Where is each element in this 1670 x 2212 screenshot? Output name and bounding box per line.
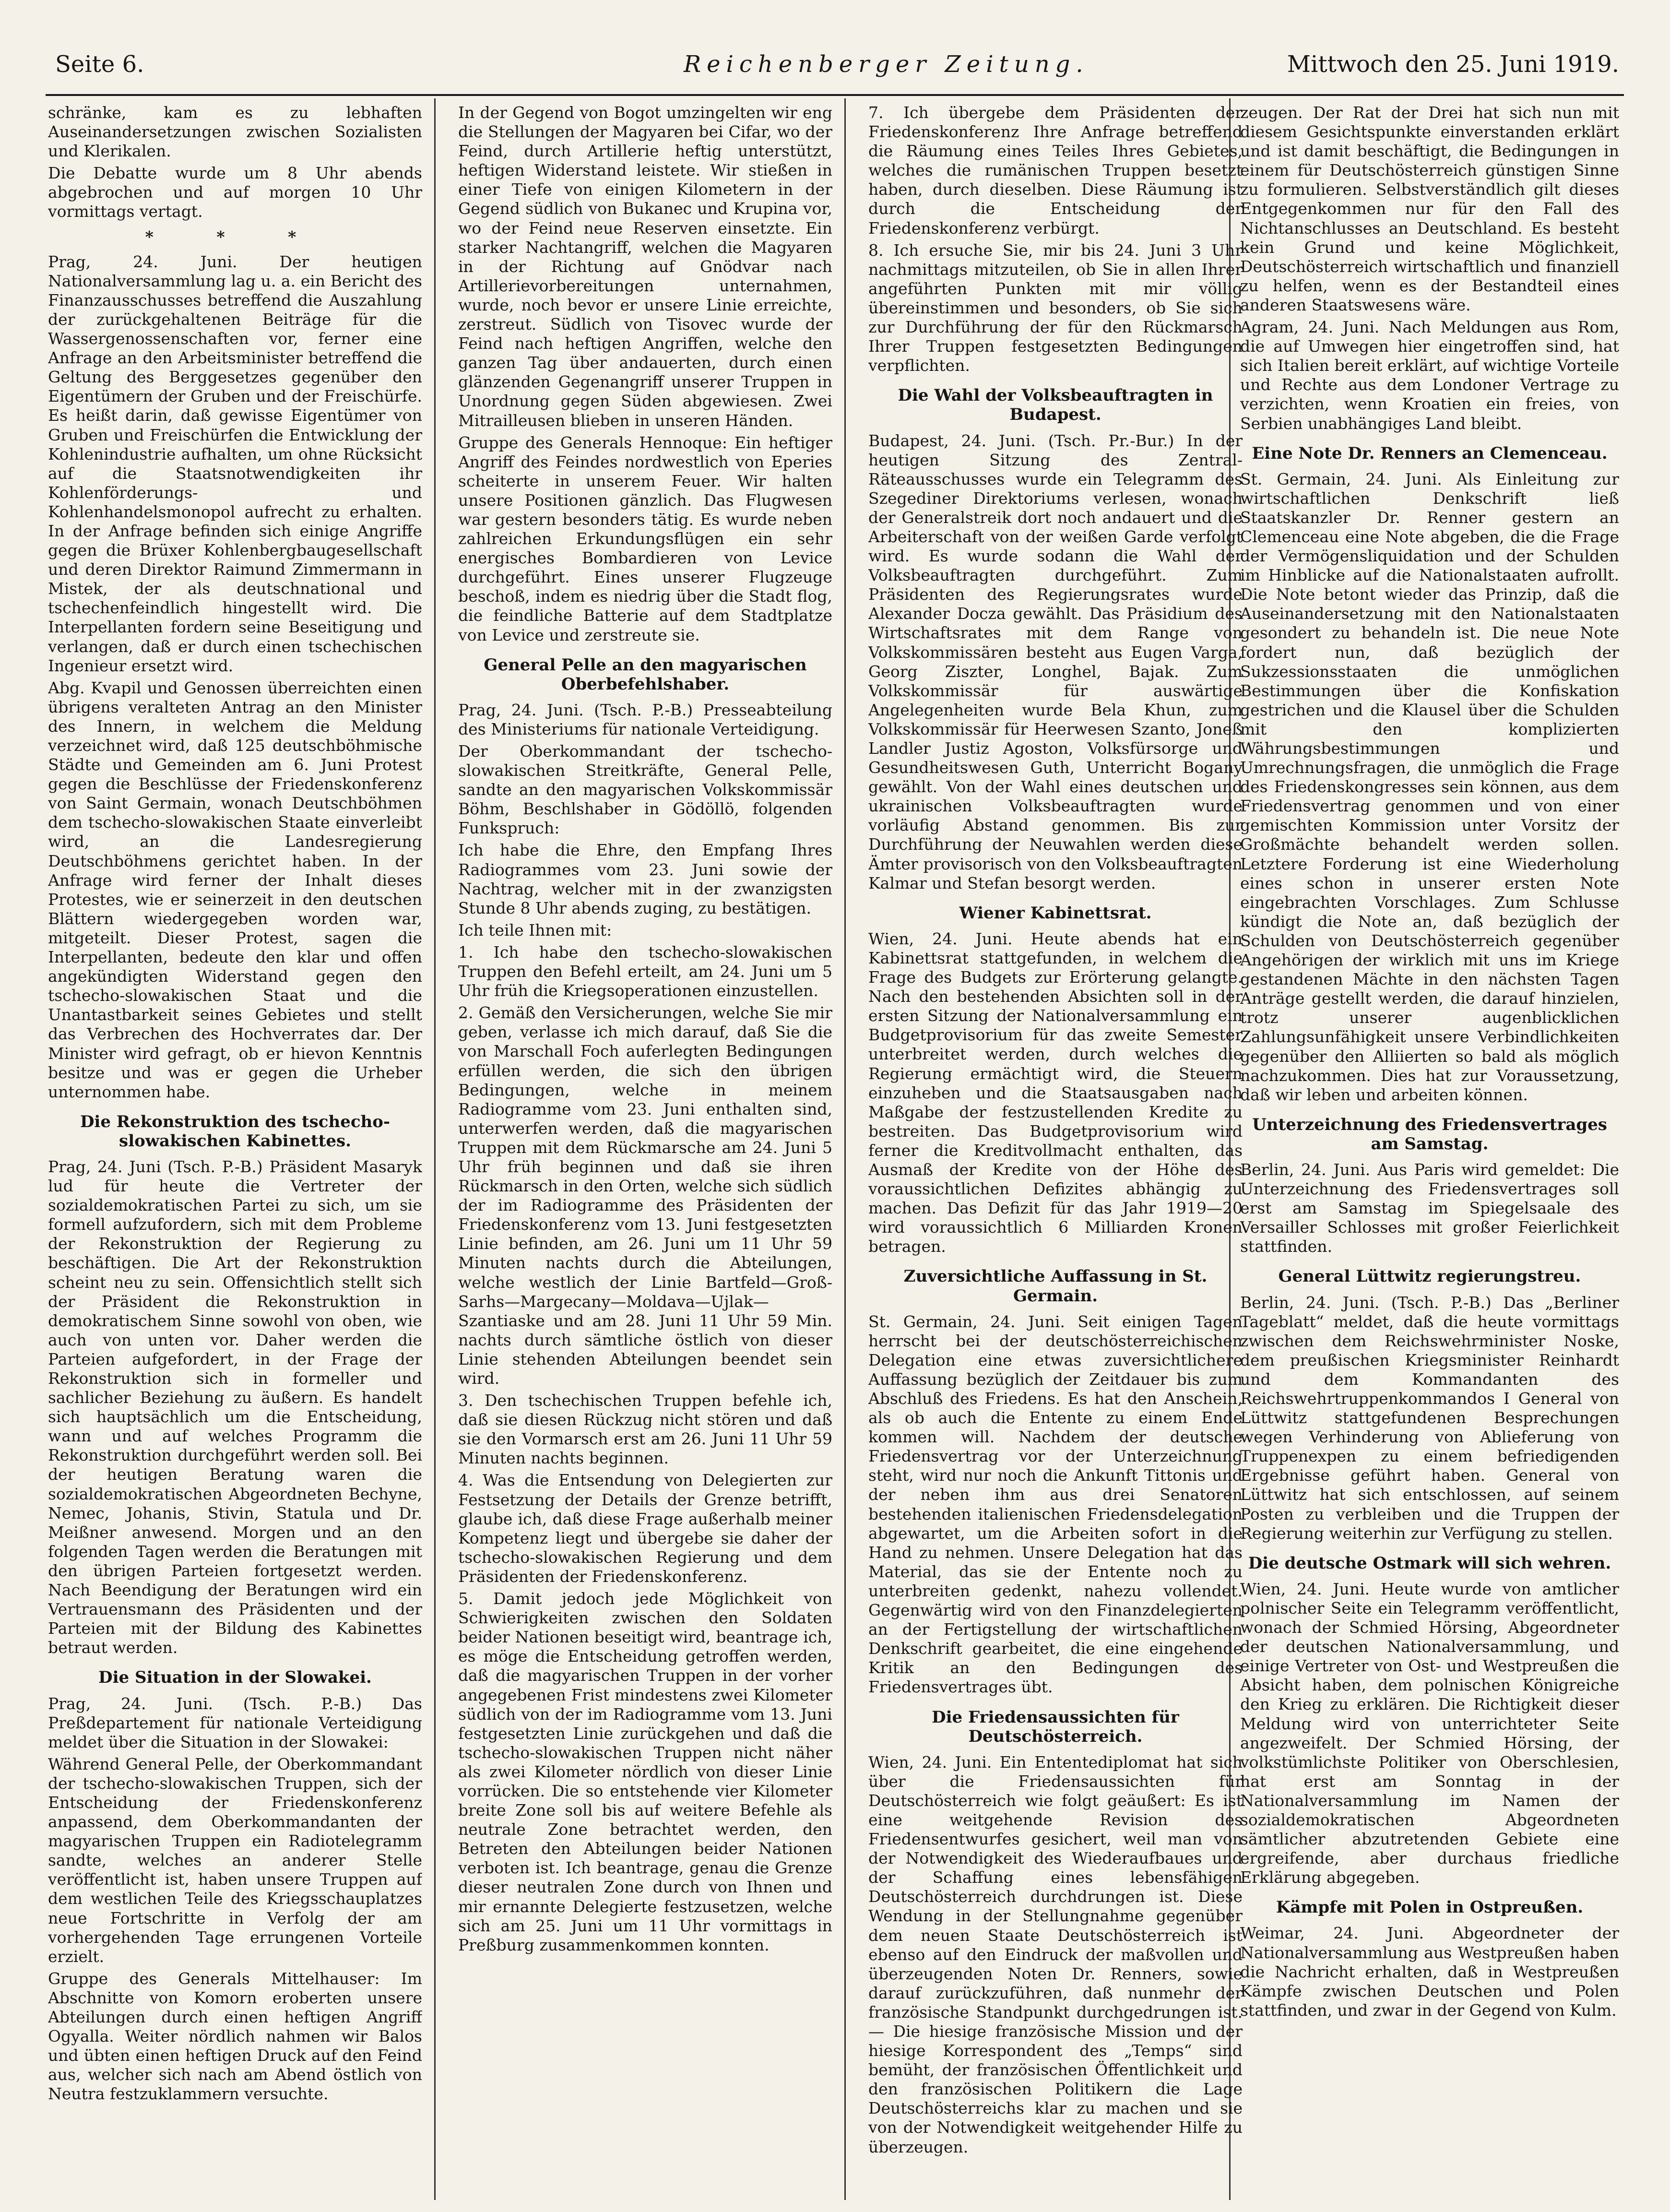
article-headline: Unterzeichnung des Friedensvertrages am Samstag. — [1252, 1115, 1607, 1154]
column-4 — [1240, 103, 1619, 2200]
article-paragraph: zeugen. Der Rat der Drei hat sich nun mit diesem Gesichtspunkte einverstanden erklärt und ist damit beschäftigt, die Bedingungen in einem für Deutschösterreich günstigen Sinne zu formulieren. Selbstverständlich gilt dieses Entgegenkommen nur für den Fall des Nichtanschlusses an Deutschland. Es besteht kein Grund und keine Möglichkeit, Deutschösterreich wirtschaftlich und finanziell zu helfen, wenn es der Bestandteil eines anderen Staatswesens wäre. — [1240, 103, 1619, 314]
article-paragraph: schränke, kam es zu lebhaften Auseinandersetzungen zwischen Sozialisten und Klerikalen. — [48, 103, 422, 161]
column-divider — [844, 98, 846, 2200]
article-paragraph: Abg. Kvapil und Genossen überreichten einen übrigens veralteten Antrag an den Minister des Innern, in welchem die Meldung verzeichnet wird, daß 125 deutschböhmische Städte und Gemeinden am 6. Juni Protest gegen die Beschlüsse der Friedenskonferenz von Saint Germain, wonach Deutschböhmen dem tschecho-slowakischen Staate einverleibt wird, an die Landesregierung Deutschböhmens gerichtet haben. In der Anfrage wird ferner der Inhalt dieses Protestes, wie er seinerzeit in den deutschen Blättern wiedergegeben worden war, mitgeteilt. Dieser Protest, sagen die Interpellanten, bedeute den klar und offen angekündigten Widerstand gegen den tschecho-slowakischen Staat und die Unantastbarkeit seines Gebietes und stellt das Verbrechen des Hochverrates dar. Der Minister wird gefragt, ob er hievon Kenntnis besitze und was er gegen die Urheber unternommen habe. — [48, 678, 422, 1101]
article-paragraph: Wien, 24. Juni. Heute abends hat ein Kabinettsrat stattgefunden, in welchem die Frage des Budgets zur Erörterung gelangte. Nach den bestehenden Absichten soll in der ersten Sitzung der Nationalversammlung ein Budgetprovisorium für das zweite Semester unterbreitet werden, durch welches die Regierung ermächtigt wird, die Steuern einzuheben und die Staatsausgaben nach Maßgabe der festzustellenden Kredite zu bestreiten. Das Budgetprovisorium wird ferner die Kreditvollmacht enthalten, das Ausmaß der Kredite von der Höhe des voraussichtlichen Defizites abhängig zu machen. Das Defizit für das Jahr 1919—20 wird voraussichtlich 6 Milliarden Kronen betragen. — [868, 929, 1243, 1256]
article-paragraph: 8. Ich ersuche Sie, mir bis 24. Juni 3 Uhr nachmittags mitzuteilen, ob Sie in allen Ihrer angeführten Punkten mit mir völlig übereinstimmen und besonders, ob Sie sich zur Durchführung der für den Rückmarsch Ihrer Truppen festgesetzten Bedingungen verpflichten. — [868, 240, 1243, 375]
column-2 — [458, 103, 832, 2200]
article-paragraph: Prag, 24. Juni. (Tsch. P.-B.) Presseabteilung des Ministeriums für nationale Verteidigung. — [458, 700, 832, 738]
masthead-rule — [46, 94, 1624, 96]
article-paragraph: St. Germain, 24. Juni. Als Einleitung zur wirtschaftlichen Denkschrift ließ Staatskanzler Dr. Renner gestern an Clemenceau eine Note abgeben, die die Frage der Vermögensliquidation und der Schulden im Hinblicke auf die Nationalstaaten aufrollt. Die Note betont wieder das Prinzip, daß die Auseinandersetzung mit den Nationalstaaten gesondert zu behandeln ist. Die neue Note fordert nun, daß bezüglich der Sukzessionsstaaten die unmöglichen Bestimmungen über die Konfiskation gestrichen und die Klausel über die Schulden mit den komplizierten Währungsbestimmungen und Umrechnungsfragen, die unmöglich die Frage des Friedenskongresses sein können, aus dem Friedensvertrag genommen und von einer gemischten Kommission unter Vorsitz der Großmächte behandelt werden sollen. Letztere Forderung ist eine Wiederholung eines schon in unserer ersten Note eingebrachten Vorschlages. Zum Schlusse kündigt die Note an, daß bezüglich der Schulden von Deutschösterreich gegenüber Angehörigen der wirklich mit uns im Kriege gestandenen Mächte in den nächsten Tagen Anträge gestellt werden, die darauf hinzielen, trotz unserer augenblicklichen Zahlungsunfähigkeit unsere Verbindlichkeiten gegenüber den Alliierten so bald als möglich nachzukommen. Dies hat zur Voraussetzung, daß wir leben und arbeiten können. — [1240, 469, 1619, 1104]
article-paragraph: Prag, 24. Juni. Der heutigen Nationalversammlung lag u. a. ein Bericht des Finanzausschusses betreffend die Auszahlung der zurückgehaltenen Beiträge für die Wassergenossenschaften vor, ferner eine Anfrage an den Arbeitsminister betreffend die Geltung des Berggesetzes gegenüber den Eigentümern der Gruben und der Freischürfe. Es heißt darin, daß gewisse Eigentümer von Gruben und Freischürfen die Entwicklung der Kohlenindustrie aufhalten, um ohne Rücksicht auf die Staatsnotwendigkeiten ihr Kohlenförderungs- und Kohlenhandelsmonopol aufrecht zu erhalten. In der Anfrage befinden sich einige Angriffe gegen die Brüxer Kohlenbergbaugesellschaft und deren Direktor Raimund Zimmermann in Mistek, der als deutschnational und tschechenfeindlich hingestellt wird. Die Interpellanten fordern seine Beseitigung und verlangen, daß er durch einen tschechischen Ingenieur ersetzt wird. — [48, 252, 422, 675]
article-paragraph: Der Oberkommandant der tschecho-slowakischen Streitkräfte, General Pelle, sandte an den magyarischen Volkskommissär Böhm, Beschlshaber in Gödöllö, folgenden Funkspruch: — [458, 742, 832, 838]
article-headline: Eine Note Dr. Renners an Clemenceau. — [1252, 443, 1608, 463]
article-headline: Wiener Kabinettsrat. — [959, 903, 1152, 923]
article-paragraph: 3. Den tschechischen Truppen befehle ich, daß sie diesen Rückzug nicht stören und daß sie den Vormarsch erst am 26. Juni 11 Uhr 59 Minuten nachts beginnen. — [458, 1391, 832, 1468]
article-paragraph: Berlin, 24. Juni. Aus Paris wird gemeldet: Die Unterzeichnung des Friedensvertrages soll erst am Samstag im Spiegelsaale des Versailler Schlosses mit großer Feierlichkeit stattfinden. — [1240, 1160, 1619, 1256]
issue-date: Mittwoch den 25. Juni 1919. — [1287, 51, 1619, 78]
column-1 — [48, 103, 422, 2200]
article-paragraph: Gruppe des Generals Hennoque: Ein heftiger Angriff des Feindes nordwestlich von Eperies scheiterte in unserem Feuer. Wir halten unsere Positionen gänzlich. Das Flugwesen war gestern besonders tätig. Es wurde neben zahlreichen Erkundungsflügen ein sehr energisches Bombardieren von Levice durchgeführt. Eines unserer Flugzeuge beschoß, indem es niedrig über die Stadt flog, die feindliche Batterie auf dem Stadtplatze von Levice und zerstreute sie. — [458, 433, 832, 644]
article-paragraph: Agram, 24. Juni. Nach Meldungen aus Rom, die auf Umwegen hier eingetroffen sind, hat sich Italien bereit erklärt, auf wichtige Vorteile und Rechte aus dem Londoner Vertrage zu verzichten, wenn Kroatien ein freies, von Serbien unabhängiges Land bleibt. — [1240, 318, 1619, 433]
article-paragraph: Prag, 24. Juni (Tsch. P.-B.) Präsident Masaryk lud für heute die Vertreter der sozialdemokratischen Partei zu sich, um sie formell aufzufordern, sich mit dem Probleme der Rekonstruktion der Regierung zu beschäftigen. Die Art der Rekonstruktion scheint neu zu sein. Offensichtlich stellt sich der Präsident die Rekonstruktion in demokratischem Sinne sowohl von oben, wie auch von unten vor. Daher werden die Parteien aufgefordert, in der Frage der Rekonstruktion sich in formeller und sachlicher Beziehung zu äußern. Es handelt sich hauptsächlich um die Entscheidung, wann und auf welches Programm die Rekonstruktion durchgeführt werden soll. Bei der heutigen Beratung waren die sozialdemokratischen Abgeordneten Bechyne, Nemec, Johanis, Stivin, Statula und Dr. Meißner anwesend. Morgen und an den folgenden Tagen werden die Beratungen mit den übrigen Parteien fortgesetzt werden. Nach Beendigung der Beratungen wird ein Vertrauensmann des Präsidenten und der Parteien mit der Bildung des Kabinettes betraut werden. — [48, 1157, 422, 1657]
article-paragraph: Gruppe des Generals Mittelhauser: Im Abschnitte von Komorn eroberten unsere Abteilungen durch einen heftigen Angriff Ogyalla. Weiter nördlich nahmen wir Balos und übten einen heftigen Druck auf den Feind aus, welcher sich nach am Abend östlich von Neutra festzuklammern versuchte. — [48, 1969, 422, 2104]
newspaper-title: Reichenberger Zeitung. — [684, 51, 1089, 78]
article-headline: Die Situation in der Slowakei. — [98, 1668, 372, 1688]
article-paragraph: Wien, 24. Juni. Ein Ententediplomat hat sich über die Friedensaussichten für Deutschösterreich wie folgt geäußert: Es ist eine weitgehende Revision des Friedensentwurfes gesichert, weil man von der Notwendigkeit des Wiederaufbaues und der Schaffung eines lebensfähigen Deutschösterreich durchdrungen ist. Diese Wendung in der Stellungnahme gegenüber dem neuen Staate Deutschösterreich ist ebenso auf den Eindruck der maßvollen und überzeugenden Noten Dr. Renners, sowie darauf zurückzuführen, daß nunmehr der französische Standpunkt durchgedrungen ist. — Die hiesige französische Mission und der hiesige Korrespondent des „Temps“ sind bemüht, der französischen Öffentlichkeit und den französischen Politikern die Lage Deutschösterreichs klar zu machen und sie von der Notwendigkeit weitgehender Hilfe zu überzeugen. — [868, 1752, 1243, 2156]
article-paragraph: Berlin, 24. Juni. (Tsch. P.-B.) Das „Berliner Tageblatt“ meldet, daß die heute vormittags zwischen dem Reichswehrminister Noske, dem preußischen Kriegsminister Reinhardt und dem Kommandanten des Reichswehrtruppenkommandos I General von Lüttwitz stattgefundenen Besprechungen wegen Verhinderung von Ablieferung von Truppenexpen zu einem befriedigenden Ergebnisse geführt haben. General von Lüttwitz hat sich entschlossen, auf seinem Posten zu verbleiben und die Truppen der Regierung weiterhin zur Verfügung zu stellen. — [1240, 1293, 1619, 1543]
article-paragraph: St. Germain, 24. Juni. Seit einigen Tagen herrscht bei der deutschösterreichischen Delegation eine etwas zuversichtlichere Auffassung bezüglich der Zeitdauer bis zum Abschluß des Friedens. Es hat den Anschein, als ob auch die Entente zu einem Ende kommen will. Nachdem der deutsche Friedensvertrag vor der Unterzeichnung steht, wird nur noch die Ankunft Tittonis und der neben ihm aus drei Senatoren bestehenden italienischen Friedensdelegation abgewartet, um die Arbeiten sofort in die Hand zu nehmen. Unsere Delegation hat das Material, das sie der Entente noch zu unterbreiten gedenkt, nahezu vollendet. Gegenwärtig wird von den Finanzdelegierten an der Fertigstellung der wirtschaftlichen Denkschrift gearbeitet, die eine eingehende Kritik an den Bedingungen des Friedensvertrages übt. — [868, 1312, 1243, 1697]
article-paragraph: Während General Pelle, der Oberkommandant der tschecho-slowakischen Truppen, sich der Entscheidung der Friedenskonferenz anpassend, dem Oberkommandanten der magyarischen Truppen ein Radiotelegramm sandte, welches an anderer Stelle veröffentlicht ist, haben unsere Truppen auf dem westlichen Teile des Kriegsschauplatzes neue Fortschritte in Verfolg der am vorhergehenden Tage errungenen Vorteile erzielt. — [48, 1754, 422, 1966]
article-paragraph: Prag, 24. Juni. (Tsch. P.-B.) Das Preßdepartement für nationale Verteidigung meldet über die Situation in der Slowakei: — [48, 1694, 422, 1751]
column-3 — [868, 103, 1243, 2200]
article-paragraph: 5. Damit jedoch jede Möglichkeit von Schwierigkeiten zwischen den Soldaten beider Nationen beseitigt wird, beantrage ich, es möge die Entscheidung getroffen werden, daß die magyarischen Truppen in der vorher angegebenen Frist mindestens zwei Kilometer südlich von der im Radiogramme vom 13. Juni festgesetzten Linie zurückgehen und daß die tschecho-slowakischen Truppen nicht näher als zwei Kilometer nördlich von dieser Linie vorrücken. Die so entstehende vier Kilometer breite Zone soll bis auf weitere Befehle als neutrale Zone betrachtet werden, den Betreten den Abteilungen beider Nationen verboten ist. Ich beantrage, genau die Grenze dieser neutralen Zone durch von Ihnen und mir ernannte Delegierte festzusetzen, welche sich am 25. Juni um 11 Uhr vormittags in Preßburg zusammenkommen konnten. — [458, 1589, 832, 1954]
section-separator: * * * — [145, 227, 325, 246]
article-paragraph: Wien, 24. Juni. Heute wurde von amtlicher polnischer Seite ein Telegramm veröffentlicht, wonach der Schmied Hörsing, Abgeordneter der deutschen Nationalversammlung, und einige Vertreter von Ost- und Westpreußen die Absicht haben, dem polnischen Königreiche den Krieg zu erklären. Die Richtigkeit dieser Meldung wird von unterrichteter Seite angezweifelt. Der Schmied Hörsing, der volkstümlichste Politiker von Oberschlesien, hat erst am Sonntag in der Nationalversammlung im Namen der sozialdemokratischen Abgeordneten sämtlicher abzutretenden Gebiete eine ergreifende, aber durchaus friedliche Erklärung abgegeben. — [1240, 1579, 1619, 1887]
article-paragraph: Ich teile Ihnen mit: — [458, 920, 612, 940]
page-number: Seite 6. — [55, 51, 144, 78]
article-paragraph: 2. Gemäß den Versicherungen, welche Sie mir geben, verlasse ich mich darauf, daß Sie die von Marschall Foch auferlegten Bedingungen erfüllen werden, die sich den übrigen Bedingungen, welche in meinem Radiogramme vom 23. Juni enthalten sind, unterwerfen werden, daß die magyarischen Truppen mit dem Rückmarsche am 24. Juni 5 Uhr früh beginnen und daß sie ihren Rückmarsch in den Orten, welche sich südlich der im Radiogramme des Präsidenten der Friedenskonferenz vom 13. Juni festgesetzten Linie befinden, am 26. Juni um 11 Uhr 59 Minuten nachts durch die Abteilungen, welche westlich der Linie Bartfeld—Groß-Sarhs—Margecany—Moldava—Ujlak—Szantiaske und am 28. Juni 11 Uhr 59 Min. nachts durch sämtliche östlich von dieser Linie stehenden Abteilungen beendet sein wird. — [458, 1003, 832, 1388]
article-headline: Kämpfe mit Polen in Ostpreußen. — [1276, 1898, 1584, 1917]
article-paragraph: Weimar, 24. Juni. Abgeordneter der Nationalversammlung aus Westpreußen haben die Nachricht erhalten, daß in Westpreußen Kämpfe zwischen Deutschen und Polen stattfinden, und zwar in der Gegend von Kulm. — [1240, 1924, 1619, 2020]
article-paragraph: 1. Ich habe den tschecho-slowakischen Truppen den Befehl erteilt, am 24. Juni um 5 Uhr früh die Kriegsoperationen einzustellen. — [458, 942, 832, 1000]
masthead — [46, 48, 1624, 94]
article-paragraph: Die Debatte wurde um 8 Uhr abends abgebrochen und auf morgen 10 Uhr vormittags vertagt. — [48, 164, 422, 221]
article-paragraph: 4. Was die Entsendung von Delegierten zur Festsetzung der Details der Grenze betrifft, glaube ich, daß diese Frage außerhalb meiner Kompetenz liegt und übergebe sie daher der tschecho-slowakischen Regierung und dem Präsidenten der Friedenskonferenz. — [458, 1471, 832, 1586]
article-paragraph: In der Gegend von Bogot umzingelten wir eng die Stellungen der Magyaren bei Cifar, wo der Feind, durch Artillerie heftig unterstützt, heftigen Widerstand leistete. Wir stießen in einer Tiefe von einigen Kilometern in der Gegend südlich von Bukanec und Krupina vor, wo der Feind neue Reserven einsetzte. Ein starker Nachtangriff, welchen die Magyaren in der Richtung auf Gnödvar nach Artillerievorbereitungen unternahmen, wurde, noch bevor er unsere Linie erreichte, zerstreut. Südlich von Tisovec wurde der Feind nach heftigen Angriffen, welche den ganzen Tag über andauerten, durch einen glänzenden Gegenangriff unserer Truppen in Unordnung gegen Süden abgewiesen. Zwei Mitrailleusen blieben in unseren Händen. — [458, 103, 832, 430]
article-headline: Zuversichtliche Auffassung in St. Germain. — [903, 1267, 1208, 1306]
article-headline: Die Friedensaussichten für Deutschösterreich. — [932, 1707, 1179, 1746]
article-headline: Die deutsche Ostmark will sich wehren. — [1248, 1553, 1611, 1573]
article-headline: Die Wahl der Volksbeauftragten in Budapest. — [898, 386, 1213, 425]
column-divider — [434, 98, 436, 2200]
article-headline: Die Rekonstruktion des tschecho-slowakischen Kabinettes. — [80, 1112, 391, 1151]
article-headline: General Pelle an den magyarischen Oberbefehlshaber. — [484, 655, 807, 694]
article-paragraph: 7. Ich übergebe dem Präsidenten der Friedenskonferenz Ihre Anfrage betreffend die Räumung eines Teiles Ihres Gebietes, welches die rumänischen Truppen besetzt haben, durch dieselben. Diese Räumung ist durch die Entscheidung der Friedenskonferenz verbürgt. — [868, 103, 1243, 238]
article-headline: General Lüttwitz regierungstreu. — [1278, 1267, 1581, 1286]
article-paragraph: Ich habe die Ehre, den Empfang Ihres Radiogrammes vom 23. Juni sowie der Nachtrag, welcher mit in der zwanzigsten Stunde 8 Uhr abends zuging, zu bestätigen. — [458, 841, 832, 917]
article-paragraph: Budapest, 24. Juni. (Tsch. Pr.-Bur.) In der heutigen Sitzung des Zentral-Räteausschusses wurde ein Telegramm des Szegediner Direktoriums verlesen, wonach der Generalstreik dort noch andauert und die Arbeiterschaft von der weißen Garde verfolgt wird. Es wurde sodann die Wahl der Volksbeauftragten durchgeführt. Zum Präsidenten des Regierungsrates wurde Alexander Docza gewählt. Das Präsidium des Wirtschaftsrates mit dem Range von Volkskommissären besteht aus Eugen Varga, Georg Ziszter, Longhel, Bajak. Zum Volkskommissär für auswärtige Angelegenheiten wurde Bela Khun, zum Volkskommissär für Heerwesen Szanto, Joneß Landler Justiz Agoston, Volksfürsorge und Gesundheitswesen Guth, Unterricht Bogany gewählt. Von der Wahl eines deutschen und ukrainischen Volksbeauftragten wurde vorläufig Abstand genommen. Bis zur Durchführung der Neuwahlen werden diese Ämter provisorisch von den Volksbeauftragten Kalmar und Stefan besorgt werden. — [868, 431, 1243, 892]
